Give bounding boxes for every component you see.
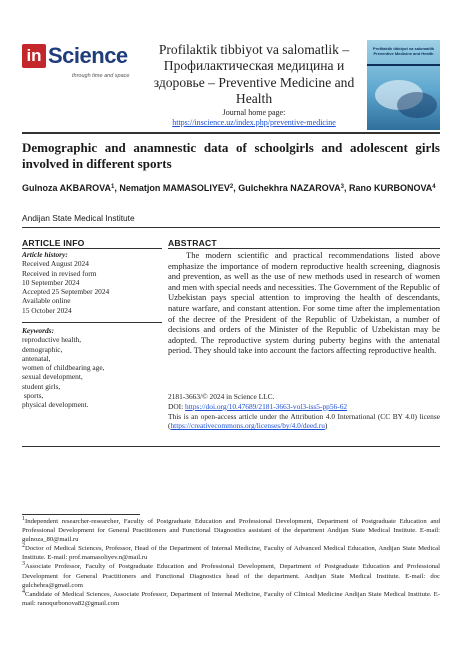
keyword: physical development.	[22, 400, 89, 410]
affiliation-divider	[22, 227, 440, 228]
keyword: reproductive health,	[22, 335, 82, 345]
copyright-line: 2181-3663/© 2024 in Science LLC.	[168, 392, 275, 401]
footnote-divider	[22, 514, 140, 515]
inscience-logo	[22, 44, 144, 90]
journal-cover-image	[367, 40, 440, 130]
keyword: sports,	[22, 391, 44, 401]
license-link[interactable]: https://creativecommons.org/licenses/by/4.0/deed.ru	[170, 421, 325, 431]
author-list	[22, 182, 440, 195]
author: Gulnoza AKBAROVA$^1$,	[22, 183, 120, 193]
logo-wordmark: Science	[48, 43, 128, 68]
keyword: women of childbearing age,	[22, 363, 105, 373]
article-history	[22, 250, 162, 315]
footnote: $^4$Candidate of Medical Sciences, Associate Professor, Department of Internal Medicine, Faculty of Clinical Medicine Andijan State Medical Institute. E-mail: ranoqurbonova82@gmail.com	[22, 588, 440, 607]
article-info-rule	[22, 248, 162, 249]
history-line: 10 September 2024	[22, 277, 80, 287]
journal-homepage	[146, 108, 362, 128]
keyword: antenatal,	[22, 353, 51, 363]
header-divider	[22, 132, 440, 134]
journal-title: Profilaktik tibbiyot va salomatlik – Профилактическая медицина и здоровье – Preventive Medicine and Health	[153, 42, 355, 107]
logo-tagline: through time and space	[72, 73, 130, 79]
history-line: Accepted 25 September 2024	[22, 287, 110, 297]
cover-title: Profilaktik tibbiyot va salomatlik Preventive Medicine and Health	[372, 46, 435, 56]
logo-in-mark: in	[22, 44, 46, 68]
keyword: demographic,	[22, 344, 63, 354]
doi-link[interactable]: https://doi.org/10.47689/2181-3663-vol3-iss5-pp56-62	[185, 401, 348, 411]
license-line: This is an open-access article under the Attribution 4.0 International (CC BY 4.0) license (https://creativecommons.org/licenses/by/4.0/deed.ru)	[168, 411, 440, 431]
keywords-heading: Keywords:	[22, 326, 55, 335]
article-title: Demographic and anamnestic data of schoolgirls and adolescent girls involved in different sports	[22, 140, 440, 171]
keywords-rule	[22, 322, 162, 323]
abstract-heading: ABSTRACT	[168, 238, 217, 248]
history-line: Received August 2024	[22, 259, 89, 269]
affiliation: Andijan State Medical Institute	[22, 213, 135, 223]
author: Nematjon MAMASOLIYEV$^2$,	[119, 183, 239, 193]
homepage-label: Journal home page:	[222, 108, 286, 117]
abstract-rule	[168, 248, 440, 249]
footnotes	[22, 517, 440, 608]
abstract-text: The modern scientific and practical recommendations listed above emphasize the importance of modern reproductive health screening, diagnosis and prevention, as well as the use of new methods used in research of women and men with special needs and necessities. The Government of the Republic of Uzbekistan pays special attention to improving the health of descendants, nature warfare, and constant attention. For some time after the implementation of the decree of the President of the Republic of Uzbekistan, a number of decisions and orders of the Minister of the Republic of Uzbekistan may be adopted. The reproductive system during puberty begins with the antenatal period. They should take into account the factors affecting reproductive health.	[168, 250, 440, 356]
author: Gulchekhra NAZAROVA$^3$,	[238, 183, 349, 193]
keyword: student girls,	[22, 381, 61, 391]
author: Rano KURBONOVA$^4$	[348, 183, 436, 193]
footnote: $^3$Associate Professor, Faculty of Postgraduate Education and Professional Development, Department of Postgraduate Education and Professional Development for General Practitioners and Functional Diagnostics head of the department. Andijan State Medical Institute. E-mail: doc gulchehra@gmail.com	[22, 561, 440, 589]
body-end-rule	[22, 446, 440, 447]
keyword: sexual development,	[22, 372, 83, 382]
article-info-heading: ARTICLE INFO	[22, 238, 85, 248]
history-heading: Article history:	[22, 250, 68, 259]
footnote: $^2$Doctor of Medical Sciences, Professor, Head of the Department of Internal Medicine, Faculty of Advanced Medical Education, Andijan State Medical Institute. E-mail: prof.mamasoliyev.n@mail.ru	[22, 543, 440, 562]
homepage-link[interactable]: https://inscience.uz/index.php/preventive-medicine	[172, 118, 336, 127]
history-line: 15 October 2024	[22, 305, 72, 315]
footnote: $^1$Independent researcher-researcher, Faculty of Postgraduate Education and Professional Development, Department of Postgraduate Education and Professional Development for General Practitioners and Functional Diagnostics assistant of the department Andijan State Medical Institute. E-mail: gulnoza_80@mail.ru	[22, 516, 440, 544]
history-line: Received in revised form	[22, 268, 97, 278]
publication-details	[168, 392, 440, 431]
history-line: Available online	[22, 296, 71, 306]
keywords	[22, 326, 162, 410]
doi-line: DOI: https://doi.org/10.47689/2181-3663-vol3-iss5-pp56-62	[168, 401, 348, 411]
